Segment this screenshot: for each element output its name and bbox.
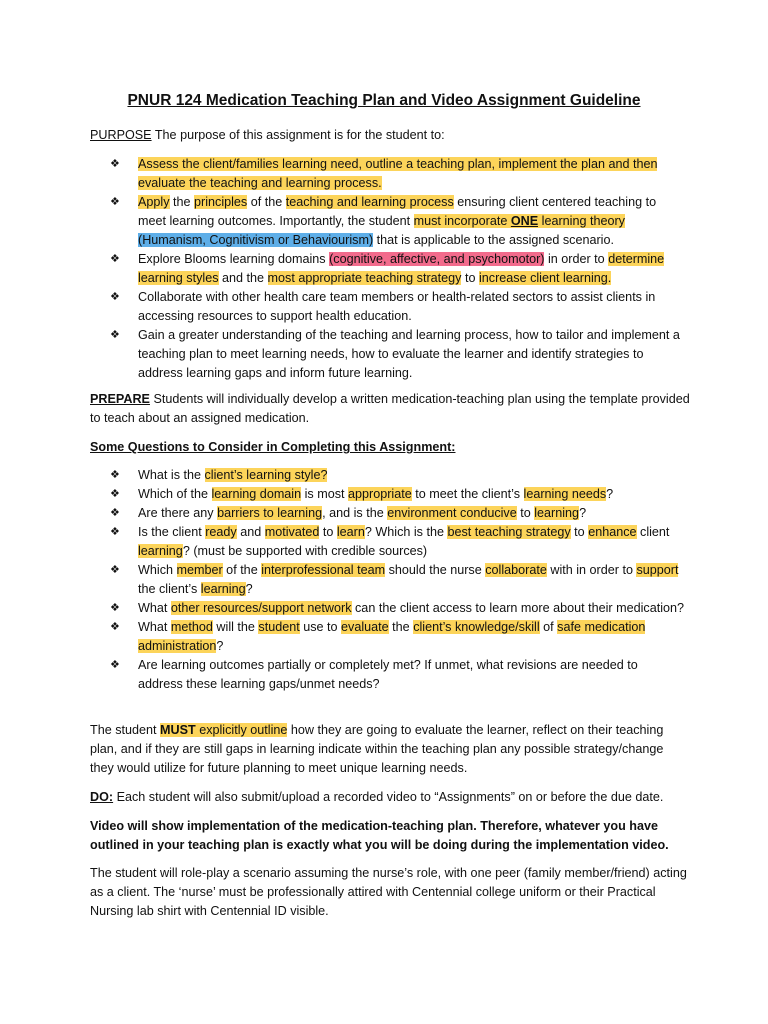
text-run: ensuring client centered teaching to meet learning outcomes. Importantly, the student xyxy=(138,195,657,228)
text-run: ready xyxy=(205,525,237,539)
text-run: learning theory xyxy=(538,214,625,228)
text-run: determine learning styles xyxy=(138,252,665,285)
text-run: Explore Blooms learning domains xyxy=(138,252,330,266)
prepare-paragraph xyxy=(90,390,690,428)
do-text: Each student will also submit/upload a recorded video to “Assignments” on or before the due date. xyxy=(113,790,664,804)
text-run: to meet the client’s xyxy=(411,487,524,501)
bullet-item xyxy=(110,250,685,288)
purpose-bullet-list xyxy=(110,155,685,383)
text-run: What xyxy=(138,601,171,615)
text-run: ? xyxy=(245,582,253,596)
text-run: client’s knowledge/skill xyxy=(413,620,540,634)
text-run: the xyxy=(388,620,414,634)
prepare-text: Students will individually develop a written medication-teaching plan using the template provided to teach about an assigned medication. xyxy=(90,392,690,425)
text-run: ONE xyxy=(510,214,539,228)
text-run: ? xyxy=(579,506,587,520)
text-run: Is the client xyxy=(138,525,206,539)
text-run: Are learning outcomes partially or completely met? If unmet, what revisions are needed to address these learning gaps/unmet needs? xyxy=(138,658,638,691)
text-run: and xyxy=(236,525,265,539)
text-run: can the client access to learn more about their medication? xyxy=(351,601,685,615)
text-run: to xyxy=(319,525,337,539)
text-run: of xyxy=(539,620,558,634)
text-run: enhance xyxy=(588,525,637,539)
bullet-item xyxy=(110,504,685,523)
diamond-bullet-icon: ❖ xyxy=(110,526,120,538)
text-run: (Humanism, Cognitivism or Behaviourism) xyxy=(138,233,374,247)
diamond-bullet-icon: ❖ xyxy=(110,507,120,519)
text-run: support xyxy=(636,563,679,577)
text-run: , and is the xyxy=(322,506,388,520)
text-run: of the xyxy=(222,563,262,577)
bullet-item xyxy=(110,656,685,694)
text-run: learning xyxy=(200,582,246,596)
text-run: appropriate xyxy=(348,487,412,501)
text-run: What is the xyxy=(138,468,205,482)
text-run: Gain a greater understanding of the teaching and learning process, how to tailor and implement a teaching plan to meet learning needs, how to evaluate the learner and identify strategies to address learning gaps and inform future learning. xyxy=(138,328,680,380)
text-run: learning xyxy=(138,544,183,558)
text-run: interprofessional team xyxy=(261,563,386,577)
text-run: (cognitive, affective, and psychomotor) xyxy=(329,252,545,266)
text-run: ? (must be supported with credible sources) xyxy=(182,544,428,558)
diamond-bullet-icon: ❖ xyxy=(110,158,120,170)
questions-heading-paragraph xyxy=(90,438,690,457)
text-run: learning domain xyxy=(211,487,302,501)
text-run: client’s learning style? xyxy=(204,468,328,482)
roleplay-paragraph: The student will role-play a scenario assuming the nurse’s role, with one peer (family member/friend) acting as a client. The ‘nurse’ must be professionally attired with Centennial college uniform or their Practical Nursing lab shirt with Centennial ID visible. xyxy=(90,866,687,918)
text-run: increase client learning. xyxy=(478,271,612,285)
bullet-item xyxy=(110,523,685,561)
text-run: should the nurse xyxy=(385,563,486,577)
text-run: Which of the xyxy=(138,487,212,501)
text-run: to xyxy=(516,506,535,520)
diamond-bullet-icon: ❖ xyxy=(110,659,120,671)
do-paragraph xyxy=(90,788,690,807)
questions-bullet-list xyxy=(110,466,685,694)
text-run: teaching and learning process xyxy=(285,195,454,209)
text-run: Which xyxy=(138,563,177,577)
text-run: learn xyxy=(336,525,365,539)
must-paragraph xyxy=(90,721,690,778)
bullet-item xyxy=(110,288,685,326)
diamond-bullet-icon: ❖ xyxy=(110,564,120,576)
document-title: PNUR 124 Medication Teaching Plan and Video Assignment Guideline xyxy=(127,92,641,109)
text-run: motivated xyxy=(264,525,320,539)
text-run: client xyxy=(636,525,670,539)
diamond-bullet-icon: ❖ xyxy=(110,488,120,500)
text-run: will the xyxy=(212,620,259,634)
text-run: in order to xyxy=(544,252,609,266)
text-run: MUST xyxy=(160,723,196,737)
text-run: other resources/support network xyxy=(170,601,352,615)
do-heading: DO: xyxy=(90,790,114,804)
diamond-bullet-icon: ❖ xyxy=(110,469,120,481)
diamond-bullet-icon: ❖ xyxy=(110,621,120,633)
bullet-item xyxy=(110,599,685,618)
text-run: student xyxy=(258,620,300,634)
text-run: must incorporate xyxy=(413,214,511,228)
text-run: of the xyxy=(247,195,286,209)
text-run: ? xyxy=(216,639,224,653)
bullet-item xyxy=(110,466,685,485)
purpose-heading: PURPOSE xyxy=(90,128,152,142)
text-run: explicitly outline xyxy=(195,723,288,737)
text-run: Assess the client/families learning need, outline a teaching plan, implement the plan and then evaluate the teaching and learning process. xyxy=(138,157,658,190)
text-run: to xyxy=(570,525,589,539)
text-run: Are there any xyxy=(138,506,218,520)
text-run: the client’s xyxy=(138,582,201,596)
questions-heading: Some Questions to Consider in Completing this Assignment: xyxy=(90,440,456,454)
text-run: learning needs xyxy=(523,487,607,501)
text-run: that is applicable to the assigned scenario. xyxy=(373,233,614,247)
bullet-item xyxy=(110,485,685,504)
text-run: ? xyxy=(606,487,614,501)
purpose-text: The purpose of this assignment is for the student to: xyxy=(151,128,445,142)
diamond-bullet-icon: ❖ xyxy=(110,196,120,208)
diamond-bullet-icon: ❖ xyxy=(110,253,120,265)
purpose-paragraph xyxy=(90,126,690,145)
diamond-bullet-icon: ❖ xyxy=(110,602,120,614)
text-run: with in order to xyxy=(546,563,637,577)
bullet-item xyxy=(110,326,685,383)
text-run: method xyxy=(170,620,213,634)
text-run: most appropriate teaching strategy xyxy=(267,271,462,285)
text-run: principles xyxy=(194,195,248,209)
text-run: to xyxy=(461,271,479,285)
text-run: evaluate xyxy=(341,620,389,634)
text-run: ? Which is the xyxy=(364,525,448,539)
text-run: Collaborate with other health care team members or health-related sectors to assist clients in accessing resources to support health education. xyxy=(138,290,656,323)
text-run: barriers to learning xyxy=(217,506,323,520)
bullet-item xyxy=(110,193,685,250)
text-run: best teaching strategy xyxy=(447,525,571,539)
text-run: use to xyxy=(299,620,342,634)
video-paragraph: Video will show implementation of the medication-teaching plan. Therefore, whatever you have outlined in your teaching plan is exactly what you will be doing during the implementation video. xyxy=(90,819,669,852)
text-run: and the xyxy=(218,271,268,285)
diamond-bullet-icon: ❖ xyxy=(110,329,120,341)
bullet-item xyxy=(110,618,685,656)
text-run: safe medication administration xyxy=(138,620,646,653)
text-run: how they are going to evaluate the learner, reflect on their teaching plan, and if they are still gaps in learning indicate within the teaching plan any possible strategy/change they would utilize for future planning to meet unique learning needs. xyxy=(90,723,664,775)
bullet-item xyxy=(110,155,685,193)
prepare-heading: PREPARE xyxy=(90,392,150,406)
diamond-bullet-icon: ❖ xyxy=(110,291,120,303)
text-run: learning xyxy=(534,506,580,520)
text-run: Apply xyxy=(138,195,170,209)
text-run: The student xyxy=(90,723,161,737)
text-run: the xyxy=(169,195,195,209)
text-run: is most xyxy=(301,487,349,501)
text-run: environment conducive xyxy=(387,506,517,520)
bullet-item xyxy=(110,561,685,599)
text-run: What xyxy=(138,620,171,634)
text-run: collaborate xyxy=(485,563,547,577)
text-run: member xyxy=(176,563,223,577)
